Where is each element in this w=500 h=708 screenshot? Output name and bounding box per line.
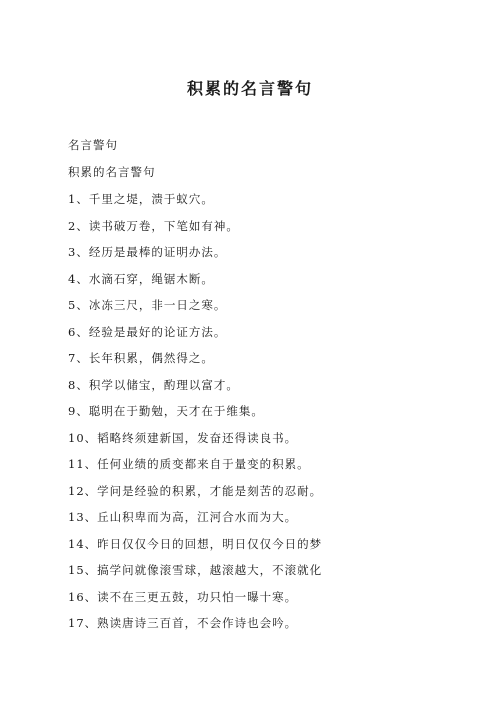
- quote-item: 16、读不在三更五鼓，功只怕一曝十寒。: [68, 589, 298, 604]
- quote-item: 6、经验是最好的论证方法。: [68, 324, 227, 339]
- quote-item: 2、读书破万卷，下笔如有神。: [68, 218, 239, 233]
- quote-item: 12、学问是经验的积累，才能是刻苦的忍耐。: [68, 483, 323, 498]
- subsection-heading: 积累的名言警句: [68, 165, 156, 179]
- quote-list: [68, 191, 448, 642]
- quote-item: 7、长年积累，偶然得之。: [68, 351, 214, 365]
- quote-item: 10、韬略终须建新国，发奋还得读良书。: [68, 430, 298, 445]
- section-heading: 名言警句: [68, 138, 118, 152]
- quote-item: 13、丘山积卑而为高，江河合水而为大。: [68, 510, 298, 524]
- quote-item: 5、冰冻三尺，非一日之寒。: [68, 298, 227, 312]
- quote-item: 4、水滴石穿，绳锯木断。: [68, 271, 214, 286]
- quote-item: 9、聪明在于勤勉，天才在于维集。: [68, 404, 264, 418]
- quote-item: 1、千里之堤，溃于蚁穴。: [68, 192, 214, 206]
- quote-item: 17、熟读唐诗三百首，不会作诗也会吟。: [68, 616, 298, 630]
- document-title: 积累的名言警句: [186, 79, 313, 98]
- quote-item: 11、任何业绩的质变都来自于量变的积累。: [68, 457, 310, 471]
- quote-item: 14、昨日仅仅今日的回想，明日仅仅今日的梦: [68, 536, 323, 551]
- quote-item: 15、搞学问就像滚雪球，越滚越大，不滚就化: [68, 563, 323, 577]
- quote-item: 3、经历是最棒的证明办法。: [68, 245, 227, 259]
- quote-item: 8、积学以储宝，酌理以富才。: [68, 377, 239, 392]
